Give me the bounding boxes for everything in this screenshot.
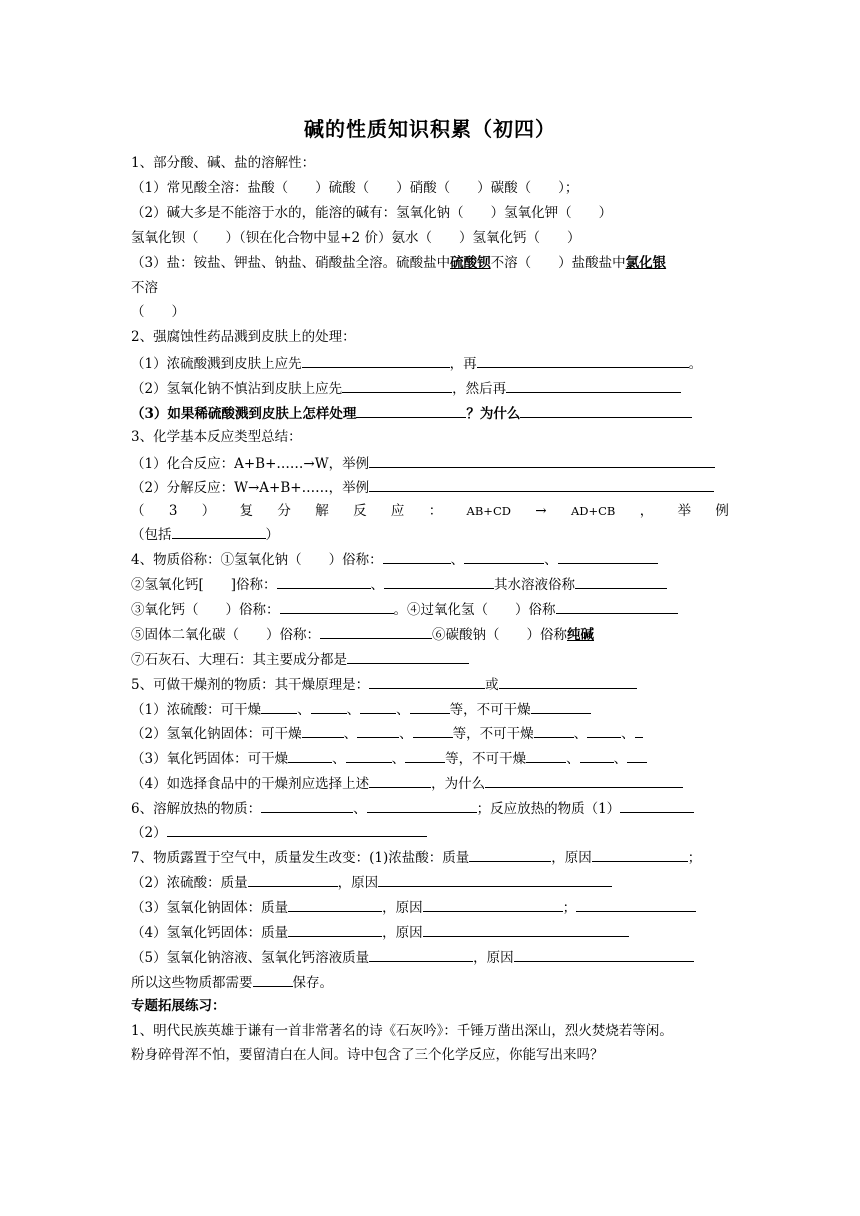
q7-line-3: （3）氢氧化钠固体：质量 ，原因 ； [131, 897, 731, 917]
q1-line-bases-cont: 氢氧化钡（ ）（钡在化合物中显+2 价）氨水（ ）氢氧化钙（ ） [131, 230, 581, 246]
answer-blank[interactable] [302, 353, 450, 368]
q6-line-1: 6、溶解放热的物质： 、 ；反应放热的物质（1） [131, 798, 731, 818]
answer-blank[interactable] [558, 549, 658, 564]
q4-line-1: 4、物质俗称：①氢氧化钠（ ）俗称： 、 、 [131, 549, 731, 569]
answer-blank[interactable] [635, 723, 643, 738]
answer-blank[interactable] [253, 972, 293, 987]
answer-blank[interactable] [506, 378, 681, 393]
answer-blank[interactable] [464, 549, 544, 564]
q1-line-salts: （3）盐：铵盐、钾盐、钠盐、硝酸盐全溶。硫酸盐中硫酸钡不溶（ ）盐酸盐中氯化银 [131, 255, 667, 271]
q2-line-1: （1）浓硫酸溅到皮肤上应先 ，再 。 [131, 353, 731, 373]
q1-heading: 1、部分酸、碱、盐的溶解性： [131, 155, 316, 171]
answer-blank[interactable] [369, 453, 715, 468]
answer-blank[interactable] [369, 674, 485, 689]
answer-blank[interactable] [261, 699, 297, 714]
q5-line-1: 5、可做干燥剂的物质：其干燥原理是： 或 [131, 674, 731, 694]
answer-blank[interactable] [369, 947, 473, 962]
q4-line-2: ②氢氧化钙[ ]俗称： 、 其水溶液俗称 [131, 574, 731, 594]
answer-blank[interactable] [531, 699, 591, 714]
q2-line-2: （2）氢氧化钠不慎沾到皮肤上应先 ，然后再 [131, 378, 731, 398]
answer-blank[interactable] [277, 574, 371, 589]
answer-blank[interactable] [413, 723, 453, 738]
answer-blank[interactable] [410, 699, 450, 714]
answer-blank[interactable] [423, 897, 563, 912]
answer-blank[interactable] [378, 872, 612, 887]
answer-blank[interactable] [469, 847, 551, 862]
q1-line-insoluble: 不溶 [131, 280, 158, 296]
q7-line-4: （4）氢氧化钙固体：质量 ，原因 [131, 922, 731, 942]
answer-blank[interactable] [356, 403, 466, 418]
answer-blank[interactable] [575, 574, 667, 589]
q3-heading: 3、化学基本反应类型总结： [131, 429, 302, 445]
answer-blank[interactable] [248, 872, 338, 887]
extension-q1-line-2: 粉身碎骨浑不怕，要留清白在人间。诗中包含了三个化学反应，你能写出来吗？ [131, 1047, 604, 1063]
q6-line-2: （2） [131, 822, 731, 842]
q7-line-6: 所以这些物质都需要 保存。 [131, 972, 731, 992]
q4-line-5: ⑦石灰石、大理石：其主要成分都是 [131, 649, 731, 669]
q5-line-2: （1）浓硫酸：可干燥 、 、 、 等，不可干燥 [131, 699, 731, 719]
q3-line-2: （2）分解反应：W→A+B+……，举例 [131, 477, 731, 497]
answer-blank[interactable] [477, 353, 689, 368]
q5-line-3: （2）氢氧化钠固体：可干燥 、 、 等，不可干燥 、 、 [131, 723, 731, 743]
answer-blank[interactable] [384, 574, 494, 589]
q7-line-1: 7、物质露置于空气中，质量发生改变：(1)浓盐酸：质量 ，原因 ； [131, 847, 731, 867]
q7-line-5: （5）氢氧化钠溶液、氢氧化钙溶液质量 ，原因 [131, 947, 731, 967]
answer-blank[interactable] [288, 748, 332, 763]
q3-line-4: （包括 ） [131, 524, 731, 544]
extension-heading: 专题拓展练习： [131, 998, 226, 1014]
q3-line-1: （1）化合反应：A+B+……→W，举例 [131, 453, 731, 473]
answer-blank[interactable] [167, 822, 427, 837]
answer-blank[interactable] [367, 798, 477, 813]
answer-blank[interactable] [499, 674, 637, 689]
answer-blank[interactable] [423, 922, 629, 937]
answer-blank[interactable] [520, 403, 692, 418]
answer-blank[interactable] [534, 723, 574, 738]
answer-blank[interactable] [288, 922, 382, 937]
answer-blank[interactable] [369, 477, 714, 492]
answer-blank[interactable] [172, 524, 266, 539]
answer-blank[interactable] [405, 748, 445, 763]
q5-line-4: （3）氧化钙固体：可干燥 、 、 等，不可干燥 、 、 [131, 748, 731, 768]
extension-q1-line-1: 1、明代民族英雄于谦有一首非常著名的诗《石灰吟》：千锤万凿出深山，烈火焚烧若等闲。 [131, 1023, 673, 1039]
answer-blank[interactable] [514, 947, 694, 962]
answer-blank[interactable] [587, 723, 621, 738]
answer-blank[interactable] [302, 723, 344, 738]
answer-blank[interactable] [485, 773, 683, 788]
answer-blank[interactable] [360, 699, 396, 714]
answer-blank[interactable] [576, 897, 696, 912]
answer-blank[interactable] [320, 624, 432, 639]
answer-blank[interactable] [620, 798, 694, 813]
q1-line-bracket: （ ） [131, 304, 185, 320]
q1-line-bases: （2）碱大多是不能溶于水的，能溶的碱有：氢氧化钠（ ）氢氧化钾（ ） [131, 205, 613, 221]
q2-line-3: （3）如果稀硫酸溅到皮肤上怎样处理 ？为什么 [131, 403, 731, 423]
answer-blank[interactable] [280, 599, 394, 614]
answer-blank[interactable] [556, 599, 678, 614]
page-title: 碱的性质知识积累（初四） [304, 117, 556, 141]
q2-heading: 2、强腐蚀性药品溅到皮肤上的处理： [131, 329, 356, 345]
answer-blank[interactable] [580, 748, 614, 763]
barium-sulfate-text: 硫酸钡 [450, 255, 491, 271]
soda-ash-text: 纯碱 [567, 627, 594, 643]
answer-blank[interactable] [311, 699, 347, 714]
answer-blank[interactable] [261, 798, 353, 813]
answer-blank[interactable] [357, 723, 399, 738]
answer-blank[interactable] [383, 549, 451, 564]
answer-blank[interactable] [288, 897, 382, 912]
answer-blank[interactable] [346, 748, 392, 763]
q1-line-acids: （1）常见酸全溶：盐酸（ ）硫酸（ ）硝酸（ ）碳酸（ ）； [131, 180, 579, 196]
q3-line-3: （ 3 ） 复 分 解 反 应 ： AB+CD → AD+CB ， 举 例 [131, 503, 729, 519]
q4-line-3: ③氧化钙（ ）俗称： 。④过氧化氢（ ）俗称 [131, 599, 731, 619]
answer-blank[interactable] [342, 378, 452, 393]
answer-blank[interactable] [347, 649, 469, 664]
silver-chloride-text: 氯化银 [625, 255, 667, 271]
answer-blank[interactable] [526, 748, 566, 763]
answer-blank[interactable] [627, 748, 647, 763]
answer-blank[interactable] [369, 773, 431, 788]
q5-line-5: （4）如选择食品中的干燥剂应选择上述 ，为什么 [131, 773, 731, 793]
answer-blank[interactable] [592, 847, 688, 862]
q4-line-4: ⑤固体二氧化碳（ ）俗称： ⑥碳酸钠（ ）俗称纯碱 [131, 624, 731, 644]
q7-line-2: （2）浓硫酸：质量 ，原因 [131, 872, 731, 892]
